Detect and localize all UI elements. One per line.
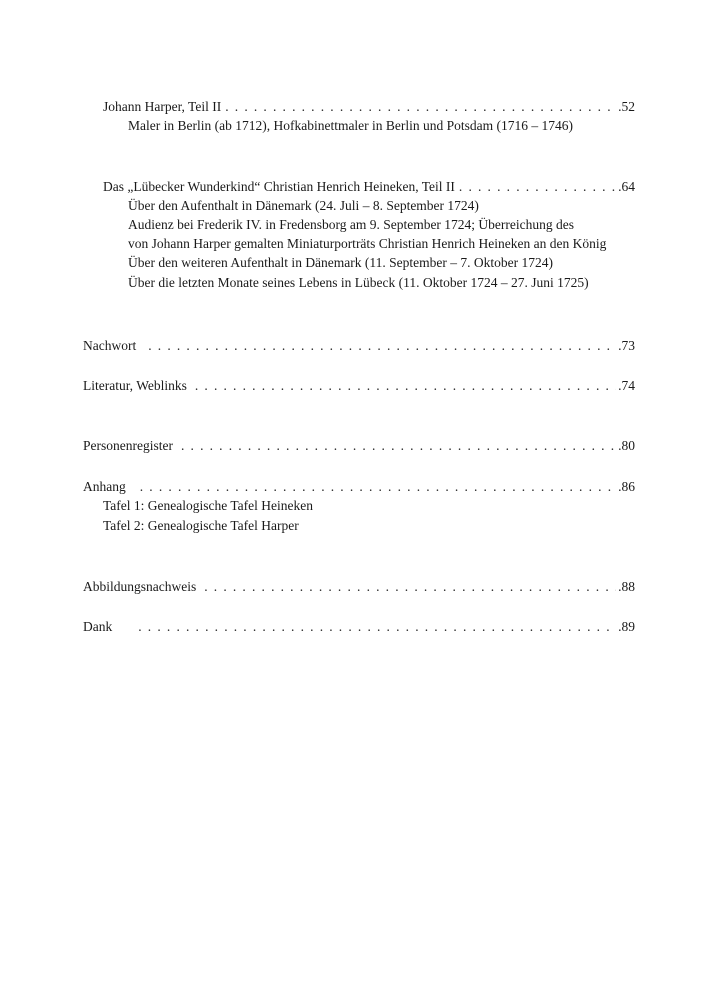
leader-dots xyxy=(225,97,616,116)
toc-entry-title: Dank xyxy=(83,619,113,634)
toc-entry-abbildungen[interactable] xyxy=(83,577,635,596)
toc-page-number: .88 xyxy=(618,579,635,594)
toc-page-number: .52 xyxy=(618,99,635,114)
toc-entry-register[interactable] xyxy=(83,436,635,455)
toc-subentry: Über den Aufenthalt in Dänemark (24. Juli – 8. September 1724) xyxy=(128,198,479,213)
toc-page-number: .64 xyxy=(618,179,635,194)
toc-entry-nachwort[interactable] xyxy=(83,336,635,355)
leader-dots xyxy=(148,336,616,355)
leader-dots xyxy=(195,376,616,395)
leader-dots xyxy=(204,577,616,596)
toc-entry-title: Abbildungsnachweis xyxy=(83,579,197,594)
toc-page-number: .74 xyxy=(618,378,635,393)
toc-entry-title: Anhang xyxy=(83,479,126,494)
toc-subentry: Tafel 1: Genealogische Tafel Heineken xyxy=(103,498,314,513)
leader-dots xyxy=(181,436,616,455)
toc-entry-title: Das „Lübecker Wunderkind“ Christian Henrich Heineken, Teil II xyxy=(103,179,455,194)
leader-dots xyxy=(138,617,616,636)
toc-entry-harper[interactable] xyxy=(103,97,635,116)
toc-entry-dank[interactable] xyxy=(83,617,635,636)
toc-entry-title: Nachwort xyxy=(83,338,137,353)
toc-page-number: .73 xyxy=(618,338,635,353)
toc-page-number: .80 xyxy=(618,438,635,453)
leader-dots xyxy=(459,177,616,196)
toc-subentry: Audienz bei Frederik IV. in Fredensborg am 9. September 1724; Überreichung des xyxy=(128,217,575,232)
toc-entry-literatur[interactable] xyxy=(83,376,635,395)
toc-entry-title: Johann Harper, Teil II xyxy=(103,99,222,114)
toc-subentry: Über die letzten Monate seines Lebens in Lübeck (11. Oktober 1724 – 27. Juni 1725) xyxy=(128,275,589,290)
leader-dots xyxy=(140,477,616,496)
toc-subentry: von Johann Harper gemalten Miniaturporträts Christian Henrich Heineken an den König xyxy=(128,236,607,251)
toc-page-number: .89 xyxy=(618,619,635,634)
toc-subentry: Maler in Berlin (ab 1712), Hofkabinettmaler in Berlin und Potsdam (1716 – 1746) xyxy=(128,118,574,133)
toc-page-number: .86 xyxy=(618,479,635,494)
toc-entry-title: Literatur, Weblinks xyxy=(83,378,187,393)
toc-entry-anhang[interactable] xyxy=(83,477,635,496)
toc-entry-heineken[interactable] xyxy=(103,177,635,196)
toc-subentry: Über den weiteren Aufenthalt in Dänemark (11. September – 7. Oktober 1724) xyxy=(128,255,553,270)
toc-subentry: Tafel 2: Genealogische Tafel Harper xyxy=(103,518,299,533)
toc-entry-title: Personenregister xyxy=(83,438,173,453)
